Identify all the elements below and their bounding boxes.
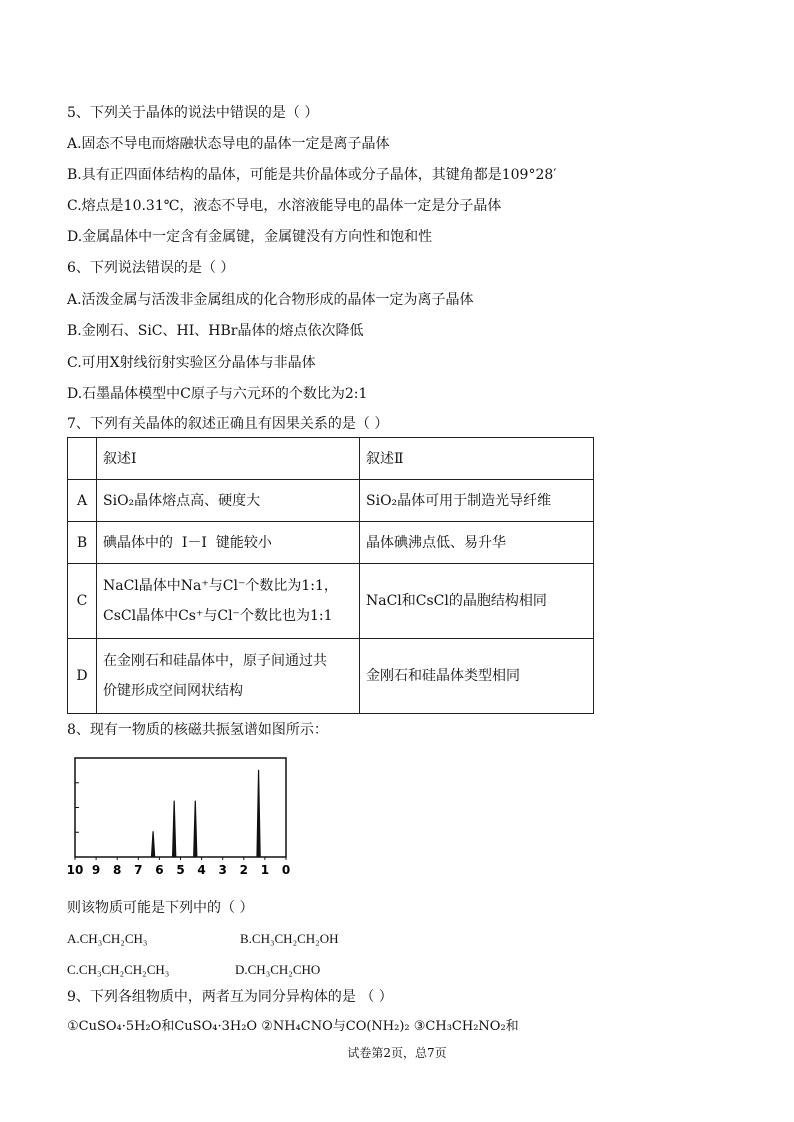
q5-option-d: D.金属晶体中一定含有金属键，金属键没有方向性和饱和性: [67, 229, 433, 245]
statement-2: 金刚石和硅晶体类型相同: [360, 639, 594, 714]
q6-option-c: C.可用X射线衍射实验区分晶体与非晶体: [67, 355, 316, 371]
q9-options-line: ①CuSO₄·5H₂O和CuSO₄·3H₂O ②NH₄CNO与CO(NH₂)₂ ③CH₃CH₂NO₂和: [67, 1019, 519, 1034]
q8-stem: 8、现有一物质的核磁共振氢谱如图所示：: [67, 722, 328, 738]
q8-option-c: C.CH₃CH₂CH₂CH₃: [67, 962, 170, 977]
x-tick-label: 4: [197, 863, 206, 877]
x-tick-label: 6: [155, 863, 164, 877]
q5-option-c: C.熔点是10.31℃，液态不导电，水溶液能导电的晶体一定是分子晶体: [67, 198, 502, 214]
table-header-cell: 叙述Ⅱ: [360, 438, 594, 480]
q8-followup: 则该物质可能是下列中的（ ）: [67, 900, 254, 916]
statement-1-line: CsCl晶体中Cs⁺与Cl⁻个数比也为1:1: [103, 608, 333, 624]
statement-1-line: 价键形成空间网状结构: [103, 683, 243, 699]
q6-option-d: D.石墨晶体模型中C原子与六元环的个数比为2:1: [67, 386, 368, 402]
table-header-row: [68, 438, 594, 480]
x-tick-label: 2: [239, 863, 248, 877]
x-tick-label: 10: [66, 863, 84, 877]
row-label: B: [68, 522, 97, 564]
table-row: [68, 564, 594, 639]
q7-stem: 7、下列有关晶体的叙述正确且有因果关系的是（ ）: [67, 416, 389, 432]
table-row: [68, 480, 594, 522]
q9-stem: 9、下列各组物质中，两者互为同分异构体的是 （ ）: [67, 989, 393, 1005]
spectrum-peak: [172, 801, 176, 857]
x-tick-label: 7: [134, 863, 143, 877]
q8-option-d: D.CH₃CH₂CHO: [235, 962, 321, 977]
spectrum-peak: [256, 770, 260, 857]
x-tick-label: 1: [260, 863, 270, 877]
x-tick-label: 5: [176, 863, 185, 877]
q5-option-a: A.固态不导电而熔融状态导电的晶体一定是离子晶体: [67, 136, 390, 152]
plot-frame: [75, 758, 286, 857]
q6-option-a: A.活泼金属与活泼非金属组成的化合物形成的晶体一定为离子晶体: [67, 292, 474, 308]
row-label: D: [68, 639, 97, 714]
x-tick-label: 0: [281, 863, 291, 877]
q6-option-b: B.金刚石、SiC、HI、HBr晶体的熔点依次降低: [67, 323, 364, 339]
x-tick-label: 3: [218, 863, 227, 877]
q5-stem: 5、下列关于晶体的说法中错误的是（ ）: [67, 105, 319, 121]
table-header-cell: 叙述Ⅰ: [97, 438, 360, 480]
x-tick-label: 8: [113, 863, 122, 877]
q8-option-b: B.CH₃CH₂CH₂OH: [240, 931, 339, 946]
statement-2: NaCl和CsCl的晶胞结构相同: [360, 564, 594, 639]
table-header-cell: [68, 438, 97, 480]
nmr-spectrum-chart: [66, 752, 296, 878]
x-tick-label: 9: [91, 863, 101, 877]
q5-option-b: B.具有正四面体结构的晶体，可能是共价晶体或分子晶体，其键角都是109°28′: [67, 167, 557, 183]
page-footer: 试卷第2页，总7页: [347, 1046, 447, 1060]
statement-2: 晶体碘沸点低、易升华: [360, 522, 594, 564]
row-label: C: [68, 564, 97, 639]
q7-table: [67, 437, 594, 714]
statement-2: SiO₂晶体可用于制造光导纤维: [360, 480, 594, 522]
table-row: [68, 639, 594, 714]
row-label: A: [68, 480, 97, 522]
statement-1: [97, 639, 360, 714]
spectrum-peak: [151, 831, 155, 857]
statement-1: SiO₂晶体熔点高、硬度大: [97, 480, 360, 522]
q6-stem: 6、下列说法错误的是（ ）: [67, 260, 235, 276]
q8-option-a: A.CH₃CH₂CH₃: [67, 931, 148, 946]
statement-1: [97, 564, 360, 639]
spectrum-peak: [193, 801, 197, 857]
statement-1-line: NaCl晶体中Na⁺与Cl⁻个数比为1:1，: [103, 578, 338, 594]
statement-1: 碘晶体中的 I－I 键能较小: [97, 522, 360, 564]
table-row: [68, 522, 594, 564]
statement-1-line: 在金刚石和硅晶体中，原子间通过共: [103, 653, 327, 669]
